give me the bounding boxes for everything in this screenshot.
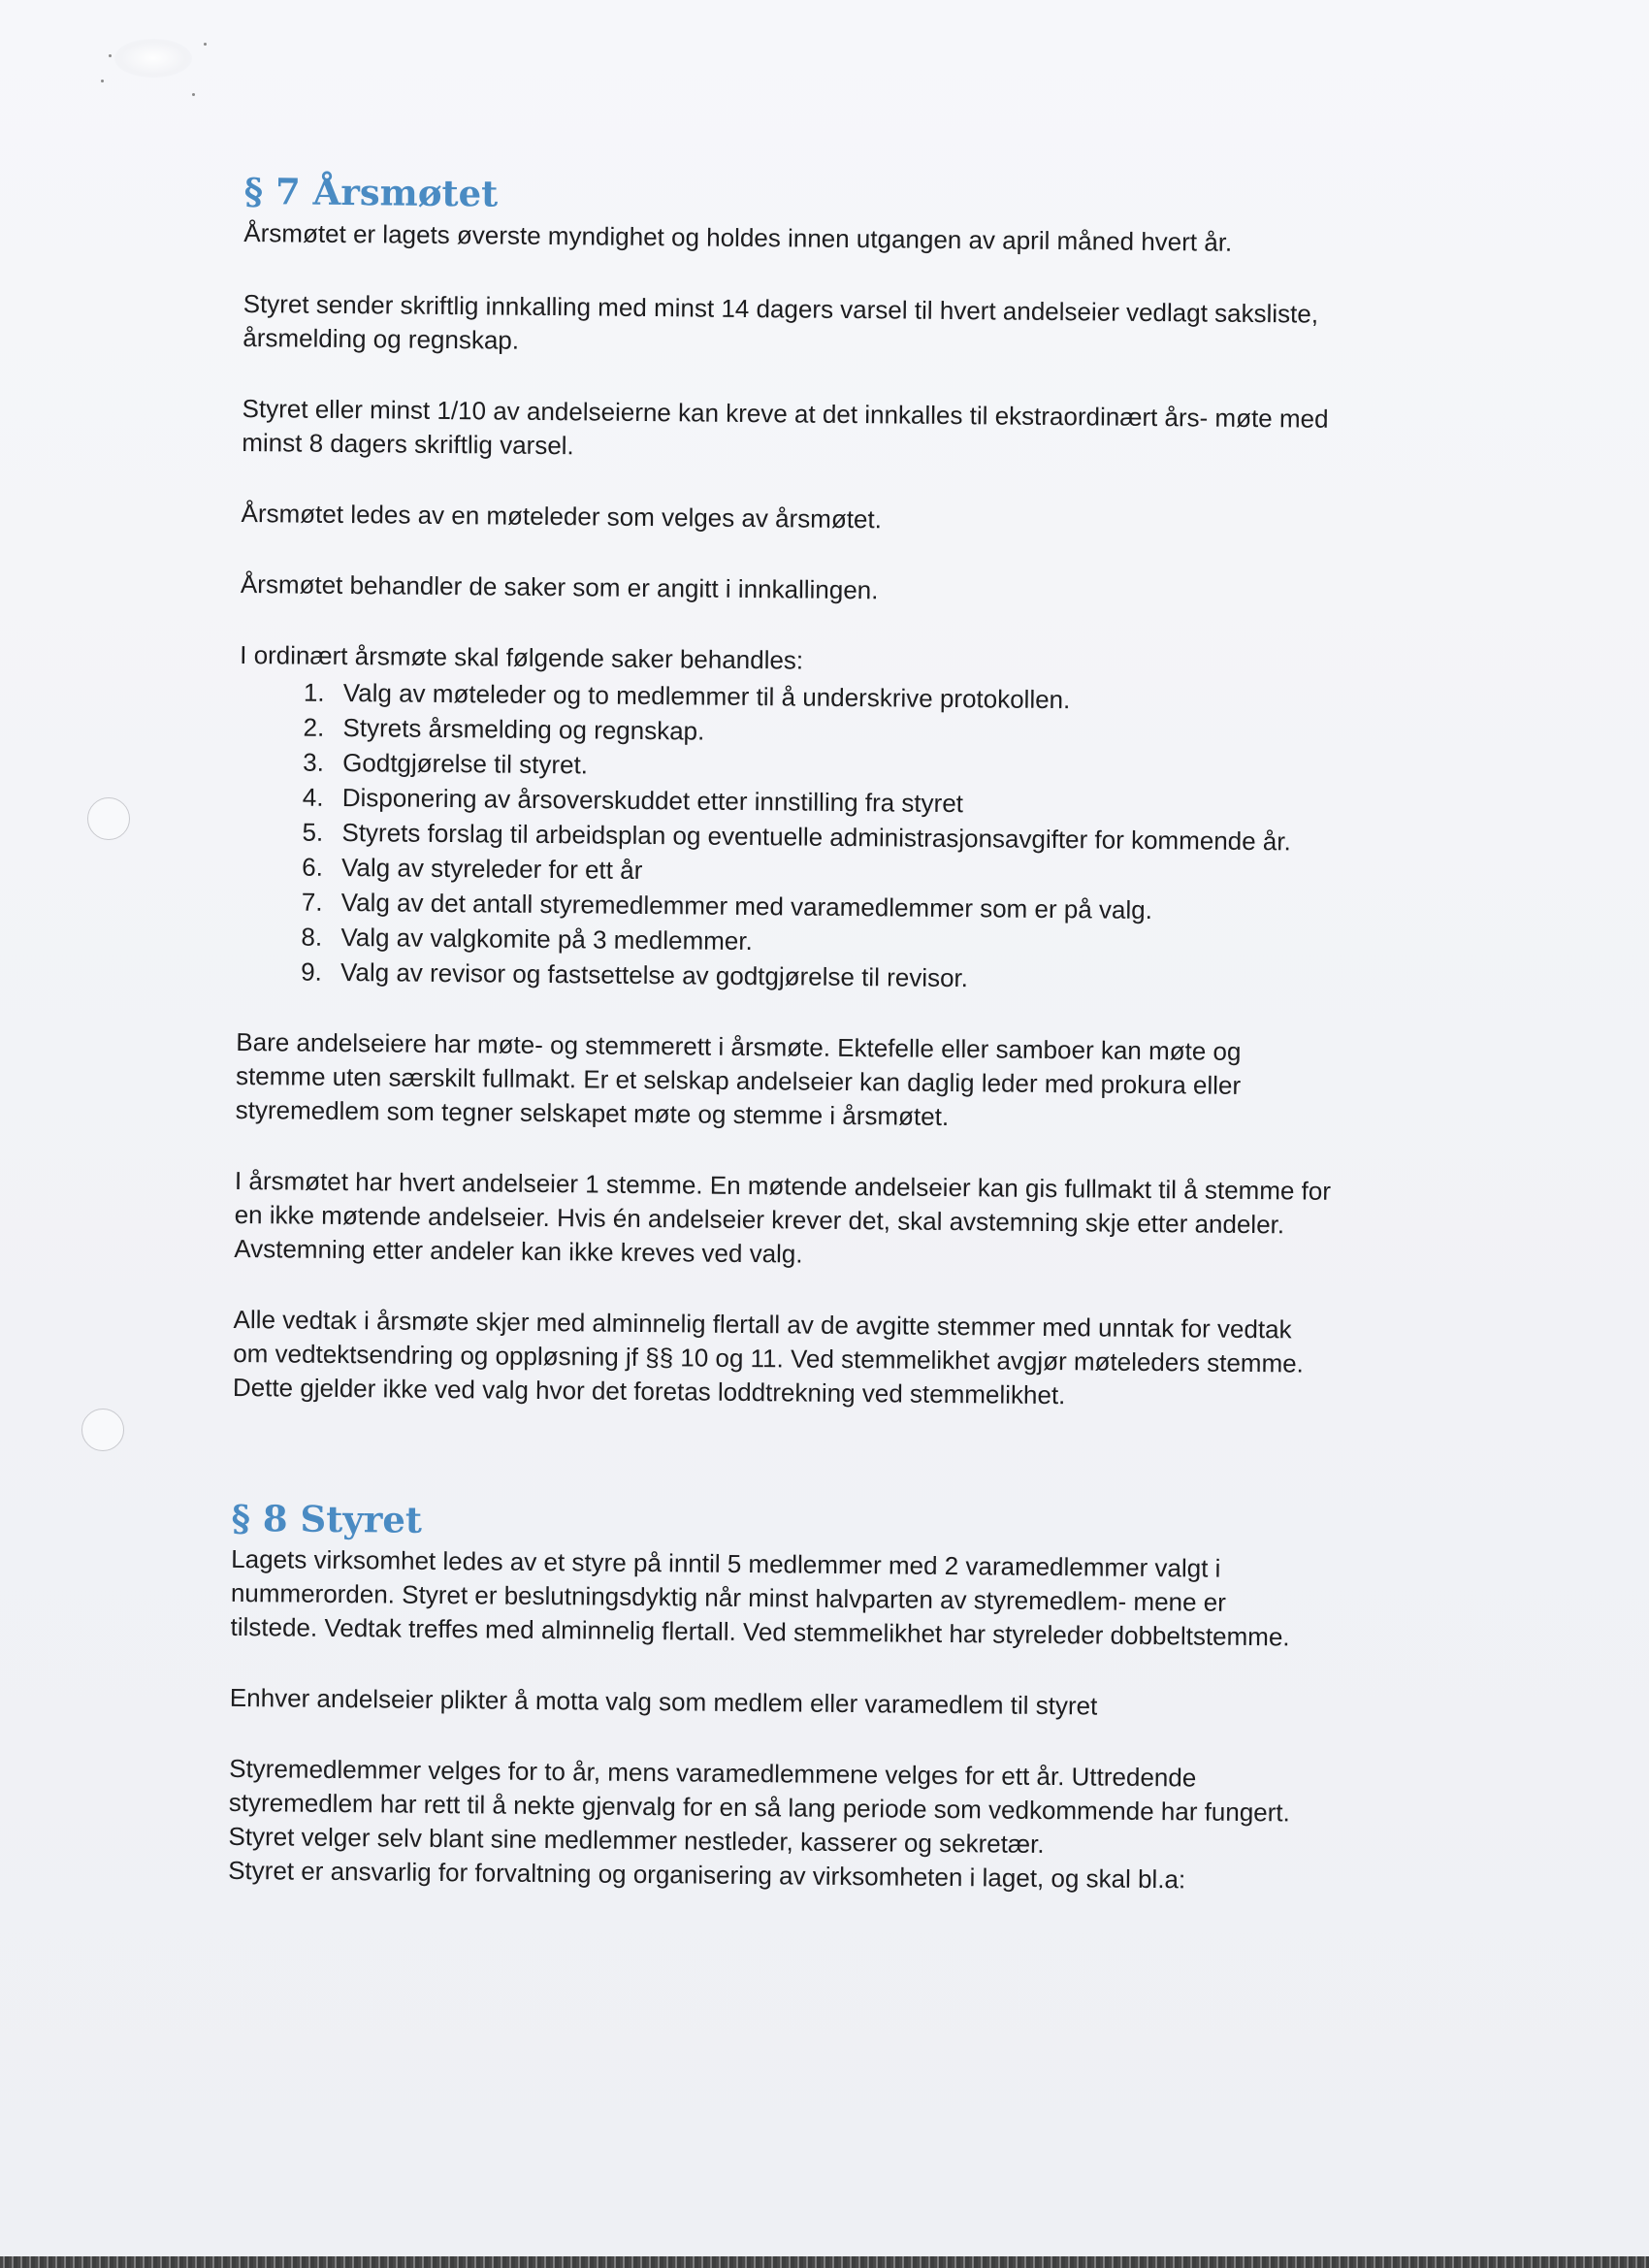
scan-edge	[0, 2256, 1649, 2268]
agenda-item: 8. Valg av valgkomite på 3 medlemmer.	[329, 919, 1401, 964]
punch-hole-lower	[81, 1409, 124, 1451]
section-7-paragraph: Årsmøtet behandler de saker som er angitt i innkallingen.	[240, 568, 879, 604]
agenda-item: 2. Styrets årsmelding og regnskap.	[331, 709, 1403, 755]
agenda-item: 6. Valg av styreleder for ett år	[330, 849, 1402, 894]
agenda-item: 7. Valg av det antall styremedlemmer med varamedlemmer som er på valg.	[330, 884, 1402, 929]
agenda-item: 3. Godtgjørelse til styret.	[331, 744, 1403, 790]
scan-speck	[204, 43, 207, 46]
majority-paragraph: Alle vedtak i årsmøte skjer med alminnelig flertall av de avgitte stemmer med unntak for vedtak om vedtektsendring og oppløsning jf §§ 10 og 11. Ved stemmelikhet avgjør møteleders stemme. Dette gjelder ikke ved valg hvor det foretas loddtrekning ved stemmelikhet.	[232, 1304, 1305, 1409]
punch-hole-upper	[87, 797, 130, 840]
scan-speck	[109, 54, 112, 57]
board-term-paragraph: Styremedlemmer velges for to år, mens varamedlemmene velges for ett år. Uttredende styremedlem har rett til å nekte gjenvalg for en så lang periode som vedkommende har fungert.	[228, 1754, 1290, 1828]
agenda-item: 5. Styrets forslag til arbeidsplan og eventuelle administrasjonsavgifter for kommende år.	[330, 814, 1402, 859]
section-8-heading: § 8 Styret	[231, 1496, 423, 1541]
section-8-paragraph: Enhver andelseier plikter å motta valg som medlem eller varamedlem til styret	[229, 1683, 1098, 1721]
agenda-item: 1. Valg av møteleder og to medlemmer til å underskrive protokollen.	[332, 674, 1404, 720]
section-7-paragraph: Årsmøtet er lagets øverste myndighet og holdes innen utgangen av april måned hvert år.	[243, 217, 1233, 257]
board-responsibility-line: Styret er ansvarlig for forvaltning og organisering av virksomheten i laget, og skal bl.a:	[228, 1856, 1186, 1895]
section-8-paragraph: Lagets virksomhet ledes av et styre på inntil 5 medlemmer med 2 varamedlemmer valgt i nummerorden. Styret er beslutningsdyktig når minst halvparten av styremedlem- mene er tilstede. Vedtak treffes med alminnelig flertall. Ved stemmelikhet har styreleder dobbeltstemme.	[230, 1544, 1290, 1652]
votes-per-owner-paragraph: I årsmøtet har hvert andelseier 1 stemme. En møtende andelseier kan gis fullmakt til å stemme for en ikke møtende andelseier. Hvis én andelseier krever det, skal avstemning skje etter andeler. Avstemning etter andeler kan ikke kreves ved valg.	[234, 1165, 1332, 1269]
scan-speck	[101, 80, 104, 82]
section-7-paragraph: Styret sender skriftlig innkalling med minst 14 dagers varsel til hvert andelseier vedlagt saksliste, årsmelding og regnskap.	[242, 288, 1319, 355]
agenda-item: 4. Disponering av årsoverskuddet etter innstilling fra styret	[331, 779, 1403, 825]
board-roles-line: Styret velger selv blant sine medlemmer nestleder, kasserer og sekretær.	[228, 1822, 1045, 1860]
voting-rights-paragraph: Bare andelseiere har møte- og stemmerett i årsmøte. Ektefelle eller samboer kan møte og stemme uten særskilt fullmakt. Er et selskap andelseier kan daglig leder med prokura eller styremedlem som tegner selskapet møte og stemme i årsmøtet.	[235, 1026, 1242, 1131]
section-7-paragraph: Styret eller minst 1/10 av andelseierne kan kreve at det innkalles til ekstraordinært års- møte med minst 8 dagers skriftlig varsel.	[242, 393, 1329, 460]
agenda-list	[237, 674, 1404, 1000]
scan-speck	[192, 93, 195, 96]
scan-smudge	[114, 39, 192, 78]
document-body	[228, 171, 1408, 1899]
agenda-intro: I ordinært årsmøte skal følgende saker behandles:	[240, 639, 804, 675]
agenda-item: 9. Valg av revisor og fastsettelse av godtgjørelse til revisor.	[329, 954, 1401, 999]
section-7-paragraph: Årsmøtet ledes av en møteleder som velges av årsmøtet.	[241, 498, 883, 534]
section-7-heading: § 7 Årsmøtet	[243, 170, 499, 215]
